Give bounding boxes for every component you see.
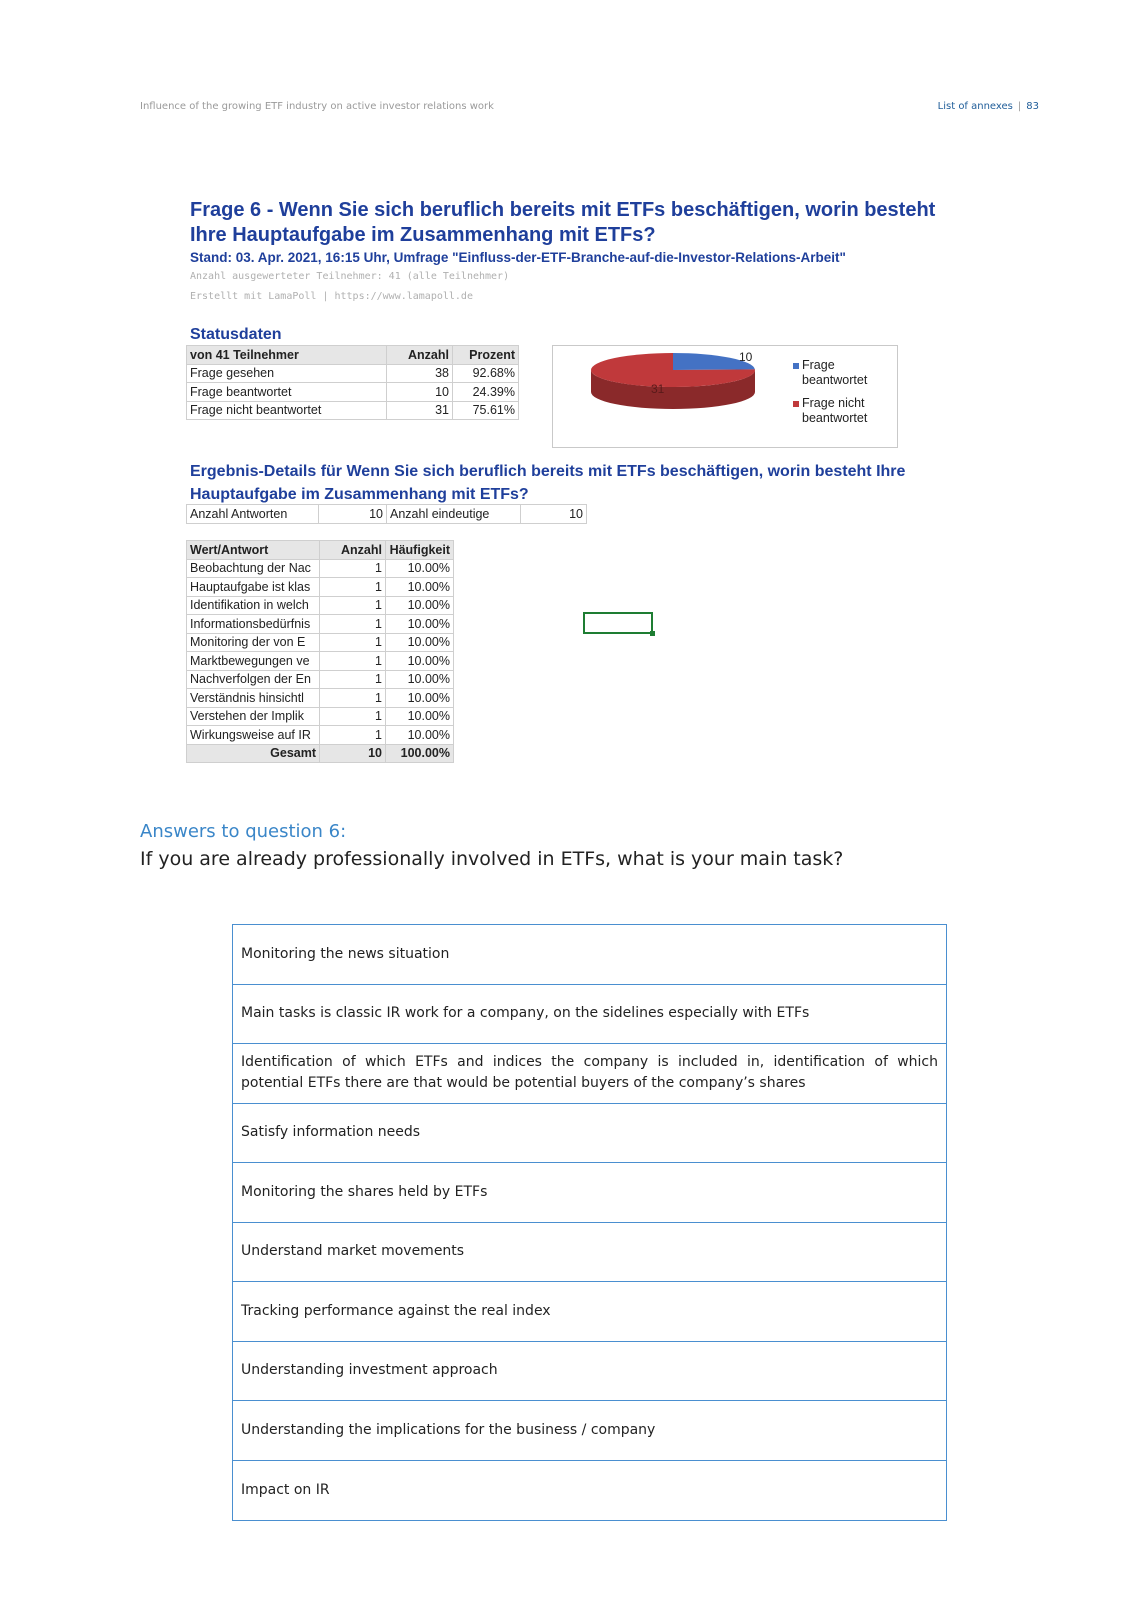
page-number: 83 [1026,101,1039,112]
table-row [187,383,519,402]
status-col-percent: Prozent [453,346,519,365]
answer-item: Satisfy information needs [233,1104,946,1164]
answer-item: Main tasks is classic IR work for a company, on the sidelines especially with ETFs [233,985,946,1045]
answer-frequency: 10.00% [386,559,454,578]
running-head [140,101,1039,115]
table-row [187,578,454,597]
table-row [187,652,454,671]
answer-count: 1 [320,559,386,578]
status-count: 38 [387,364,453,383]
answer-item: Monitoring the news situation [233,925,946,985]
legend-item [793,396,882,426]
answer-count: 1 [320,689,386,708]
answer-frequency: 10.00% [386,670,454,689]
created-with-note: Erstellt mit LamaPoll | https://www.lamapoll.de [190,291,473,302]
status-label: Frage nicht beantwortet [187,401,387,420]
answers-frequency-table [186,540,454,763]
legend-label: Frage nicht beantwortet [802,396,868,425]
table-row [187,689,454,708]
answer-frequency: 10.00% [386,652,454,671]
question-stand: Stand: 03. Apr. 2021, 16:15 Uhr, Umfrage "Einfluss-der-ETF-Branche-auf-die-Investor-Relations-Arbeit" [190,250,846,265]
answer-item: Understanding the implications for the business / company [233,1401,946,1461]
answers-table-header [187,541,454,560]
table-row [187,615,454,634]
legend-swatch [793,401,799,407]
answer-count: 1 [320,652,386,671]
table-row [187,401,519,420]
legend-swatch [793,363,799,369]
answers-count-label: Anzahl Antworten [187,505,319,524]
pie-legend [793,358,882,434]
total-row [187,744,454,763]
running-head-section [938,101,1039,112]
unique-count-label: Anzahl eindeutige [387,505,521,524]
answer-item: Tracking performance against the real index [233,1282,946,1342]
col-value: Wert/Antwort [187,541,320,560]
answer-value: Identifikation in welch [187,596,320,615]
pie-data-label: 31 [651,382,665,396]
answer-count: 1 [320,707,386,726]
table-row [187,596,454,615]
running-head-title: Influence of the growing ETF industry on active investor relations work [140,101,494,112]
table-row [187,364,519,383]
answers-question: If you are already professionally involved in ETFs, what is your main task? [140,848,844,870]
answer-frequency: 10.00% [386,615,454,634]
answer-frequency: 10.00% [386,726,454,745]
participants-note: Anzahl ausgewerteter Teilnehmer: 41 (alle Teilnehmer) [190,271,510,282]
answer-count: 1 [320,633,386,652]
answer-frequency: 10.00% [386,707,454,726]
status-col-count: Anzahl [387,346,453,365]
answers-list [232,924,947,1521]
status-col-participants: von 41 Teilnehmer [187,346,387,365]
table-row [187,670,454,689]
answer-value: Marktbewegungen ve [187,652,320,671]
status-title: Statusdaten [190,326,282,343]
answer-value: Hauptaufgabe ist klas [187,578,320,597]
answer-item: Understand market movements [233,1223,946,1283]
answer-value: Informationsbedürfnis [187,615,320,634]
unique-count-value: 10 [521,505,587,524]
answer-item: Understanding investment approach [233,1342,946,1402]
pie-data-label: 10 [739,350,753,364]
answers-count-table [186,504,587,524]
question-title: Frage 6 - Wenn Sie sich beruflich bereits mit ETFs beschäftigen, worin besteht Ihre Hauptaufgabe im Zusammenhang mit ETFs? [190,199,936,246]
pie-chart-box [552,345,898,448]
status-percent: 92.68% [453,364,519,383]
table-row [187,505,587,524]
status-label: Frage gesehen [187,364,387,383]
status-table [186,345,519,420]
total-frequency: 100.00% [386,744,454,763]
table-row [187,559,454,578]
answer-value: Verständnis hinsichtl [187,689,320,708]
legend-label: Frage beantwortet [802,358,868,387]
status-count: 10 [387,383,453,402]
answer-count: 1 [320,596,386,615]
table-row [187,707,454,726]
answer-count: 1 [320,578,386,597]
answer-item: Impact on IR [241,1481,330,1498]
total-count: 10 [320,744,386,763]
answers-count-value: 10 [319,505,387,524]
status-percent: 75.61% [453,401,519,420]
answer-count: 1 [320,670,386,689]
status-label: Frage beantwortet [187,383,387,402]
selected-cell[interactable] [583,612,653,634]
answers-table-body [187,559,454,763]
answer-frequency: 10.00% [386,578,454,597]
answer-item: Monitoring the shares held by ETFs [233,1163,946,1223]
answers-heading: Answers to question 6: [140,821,347,842]
status-table-header [187,346,519,365]
status-percent: 24.39% [453,383,519,402]
table-row [187,633,454,652]
status-count: 31 [387,401,453,420]
running-head-separator: | [1017,101,1022,112]
answer-value: Beobachtung der Nac [187,559,320,578]
total-label: Gesamt [187,744,320,763]
pie-chart [553,346,783,446]
running-head-section-label: List of annexes [937,101,1013,112]
col-count: Anzahl [320,541,386,560]
col-frequency: Häufigkeit [386,541,454,560]
answer-value: Wirkungsweise auf IR [187,726,320,745]
legend-item [793,358,882,388]
answer-item: Identification of which ETFs and indices the company is included in, identification of which potential ETFs there are that would be potential buyers of the company’s shares [233,1044,946,1104]
answer-count: 1 [320,726,386,745]
answer-count: 1 [320,615,386,634]
survey-screenshot [186,198,986,778]
answer-frequency: 10.00% [386,689,454,708]
details-title: Ergebnis-Details für Wenn Sie sich beruflich bereits mit ETFs beschäftigen, worin besteht Ihre Hauptaufgabe im Zusammenhang mit ETFs? [190,463,906,503]
answer-frequency: 10.00% [386,596,454,615]
answer-value: Monitoring der von E [187,633,320,652]
table-row [187,726,454,745]
answer-value: Nachverfolgen der En [187,670,320,689]
answer-frequency: 10.00% [386,633,454,652]
answer-value: Verstehen der Implik [187,707,320,726]
